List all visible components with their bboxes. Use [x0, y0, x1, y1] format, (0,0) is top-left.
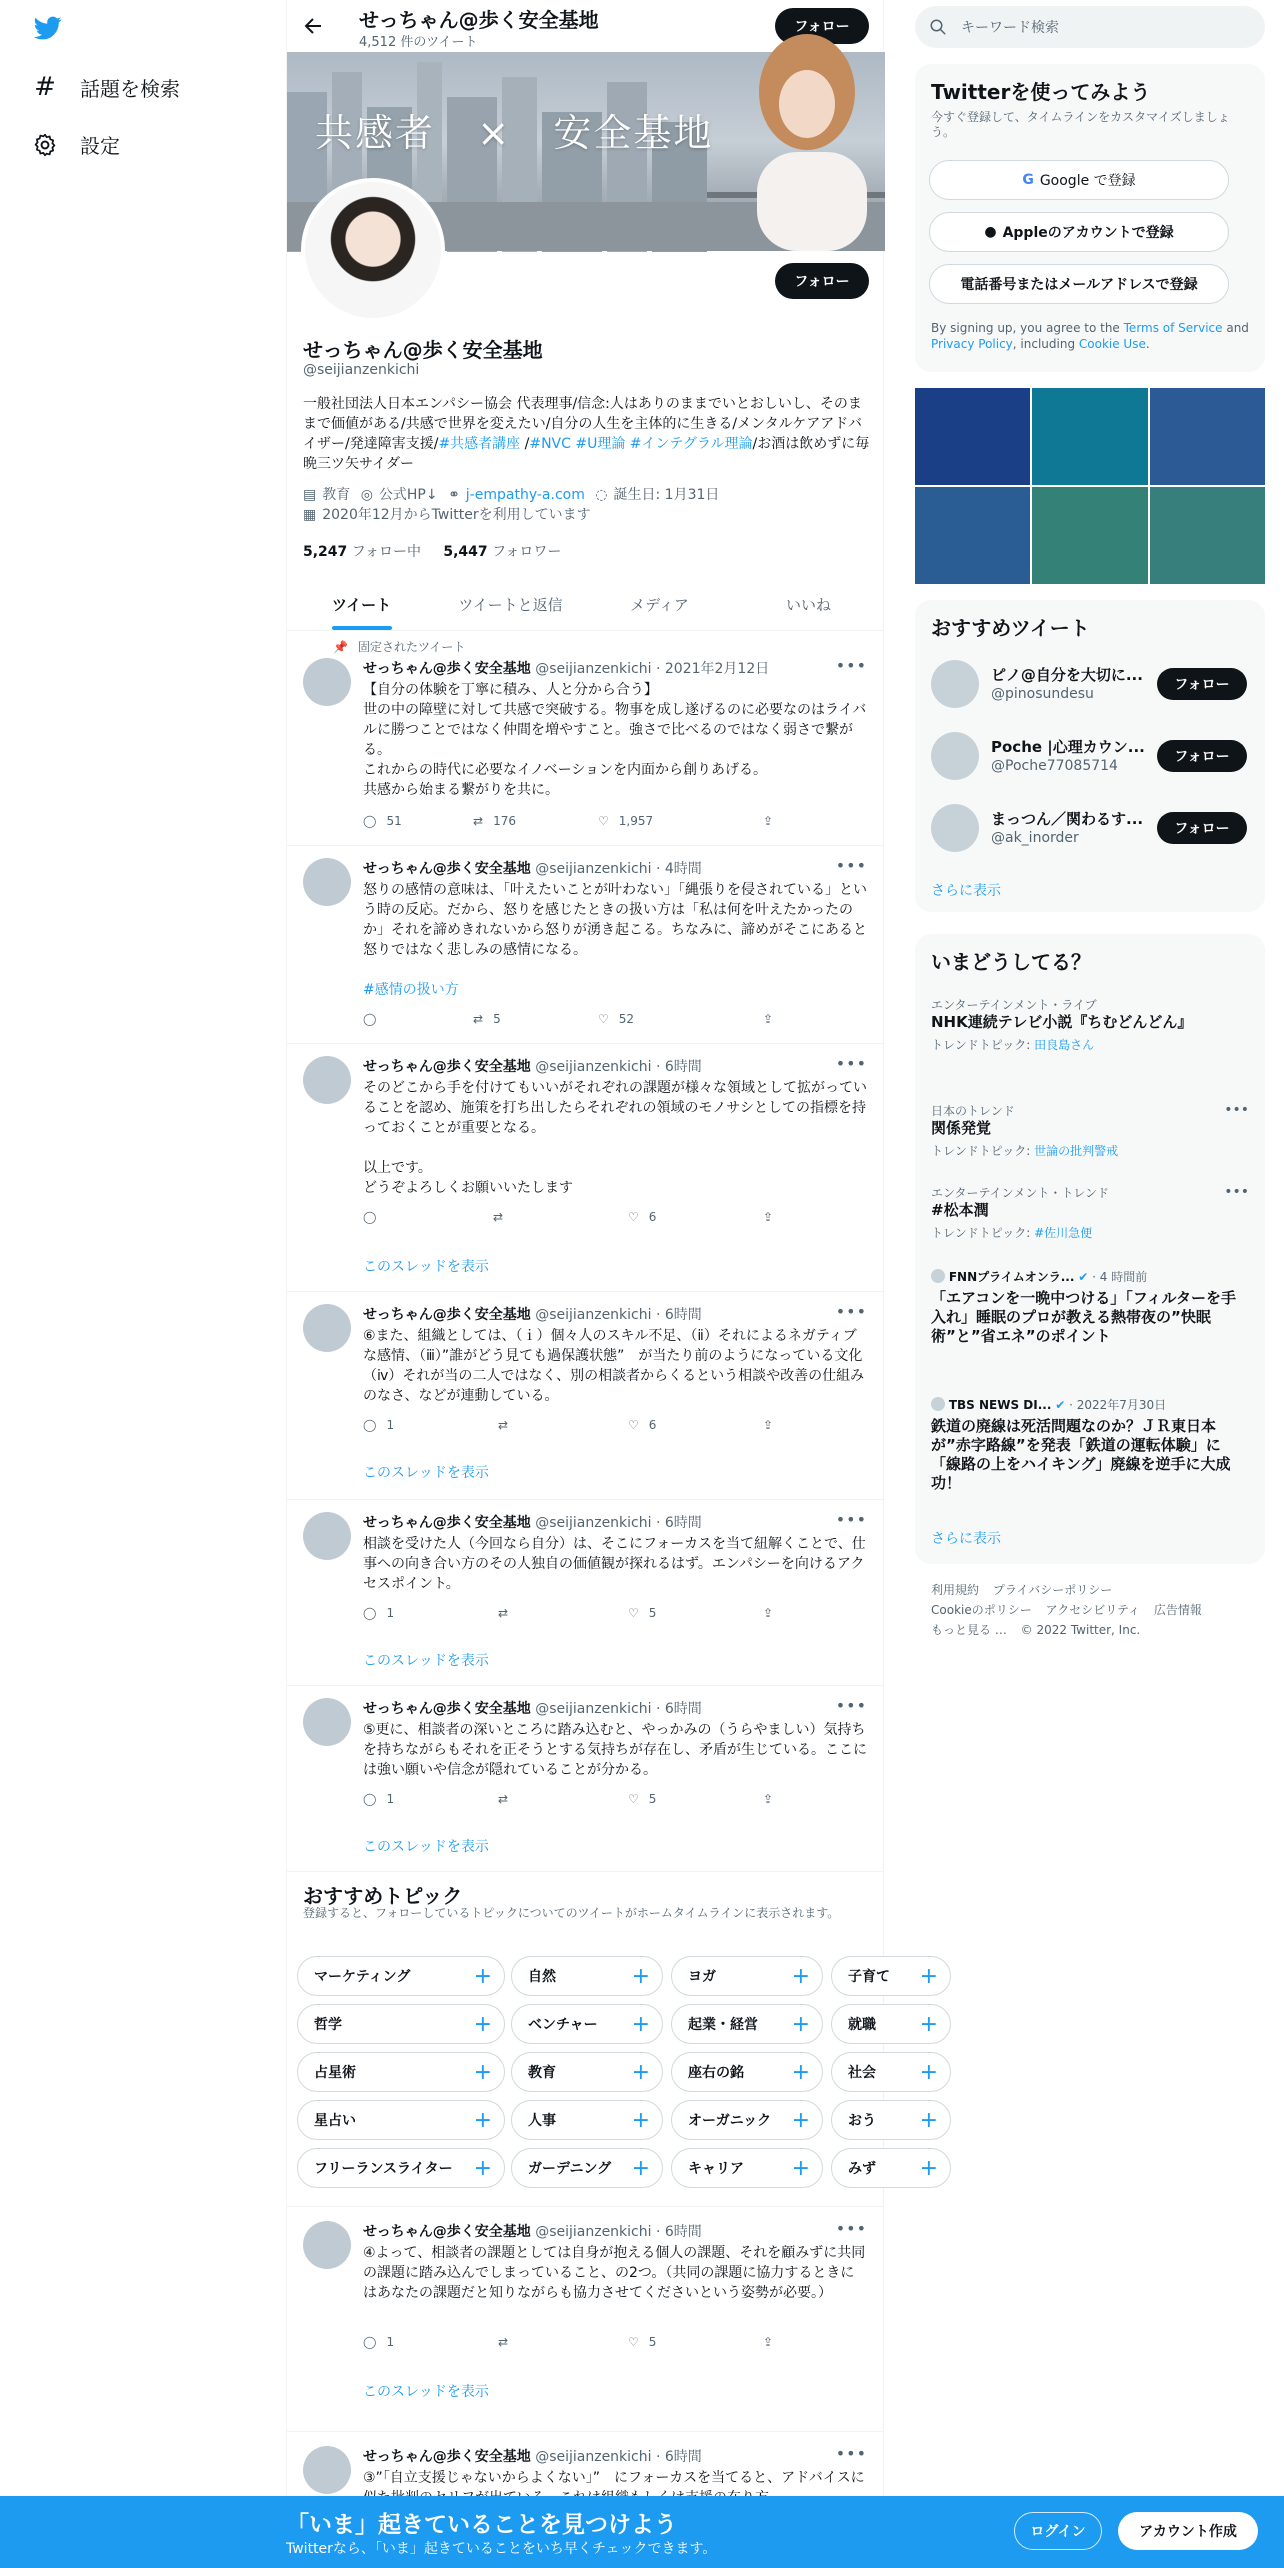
trends-title: いまどうしてる？ [931, 950, 1091, 974]
tweet-text: 【自分の体験を丁寧に積み、人と分から合う】 世の中の障壁に対して共感で突破する。物事を成し遂げるのに必要なのはライバルに勝つことではなく仲間を増やすこと。強さで比べるのではなく弱さで繋がる。 これからの時代に必要なイノベーションを内面から創りあげる。 共感から始まる繋がりを共に。 [363, 682, 867, 798]
footer-link[interactable]: Cookieのポリシー [931, 1603, 1032, 1617]
tweet-text: ⑥また、組織としては、（ｉ）個々人のスキル不足、（ⅱ）それによるネガティブな感情、（ⅲ）”誰がどう見ても過保護状態” が当たり前のようになっている文化（ⅳ）それが当の二人ではなく、別の相談者からくるという相談や改善の仕組みのなさ、などが連動している。 [363, 1328, 865, 1404]
more-icon[interactable]: ••• [835, 1302, 867, 1321]
profile-media-grid [915, 388, 1265, 584]
recommended-user[interactable] [931, 658, 1249, 710]
topic-chip-label: ベンチャー [528, 2017, 598, 2033]
share-button[interactable] [763, 2335, 773, 2349]
profile-category: 教育 [322, 487, 351, 503]
like-button[interactable]: ♡ 52 [598, 1012, 635, 1026]
trend-name: #松本潤 [931, 1201, 989, 1219]
heart-icon: ♡ [628, 1606, 639, 1620]
trend-category: エンターテインメント・ライブ [931, 998, 1097, 1012]
profile-avatar[interactable] [301, 178, 445, 322]
topic-chip-label: みず [848, 2161, 876, 2177]
avatar[interactable] [303, 858, 351, 906]
trend-item[interactable] [931, 1184, 1249, 1241]
topic-chip-label: 自然 [528, 1969, 556, 1985]
search-box[interactable] [915, 6, 1265, 48]
signup-terms: By signing up, you agree to the Terms of Service and Privacy Policy, including Cookie Use. [931, 321, 1249, 351]
tab-tweets-replies[interactable]: ツイートと返信 [458, 595, 563, 614]
reply-button[interactable]: ◯ 1 [363, 1792, 395, 1806]
topic-chip[interactable] [671, 2100, 823, 2140]
topic-chip-label: 社会 [848, 2065, 876, 2081]
reply-button[interactable] [363, 1012, 386, 1026]
signup-title: Twitterを使ってみよう [931, 80, 1151, 104]
share-button[interactable] [763, 1606, 773, 1620]
topic-chip[interactable] [511, 2004, 663, 2044]
retweet-icon: ⇄ [498, 1418, 509, 1432]
tab-tweets[interactable]: ツイート [287, 578, 436, 630]
hashtag-icon: # [34, 72, 56, 102]
tweet-item[interactable] [287, 2206, 883, 2432]
topic-chip[interactable] [297, 2148, 505, 2188]
plus-icon: + [919, 2155, 938, 2181]
tweet-header: せっちゃん@歩く安全基地 @seijianzenkichi · 6時間 [363, 1701, 702, 1717]
avatar[interactable] [303, 2446, 351, 2494]
tweet-actions [363, 1792, 783, 1812]
media-thumbnail[interactable] [1150, 388, 1265, 485]
trends-card [915, 934, 1265, 1564]
pinned-indicator [333, 638, 465, 655]
heart-icon: ♡ [628, 1792, 639, 1806]
privacy-link[interactable]: Privacy Policy [931, 337, 1013, 351]
avatar[interactable] [931, 660, 979, 708]
pinned-label: 固定されたツイート [357, 640, 466, 654]
news-source-avatar [931, 1269, 945, 1283]
avatar[interactable] [303, 1056, 351, 1104]
reply-icon: ◯ [363, 1210, 377, 1224]
profile-url[interactable]: j-empathy-a.com [465, 487, 585, 503]
reply-icon: ◯ [363, 1606, 377, 1620]
share-icon: ⇪ [763, 2335, 774, 2349]
avatar[interactable] [303, 1698, 351, 1746]
news-title: 「エアコンを一晩中つける」「フィルターを手入れ」睡眠のプロが教える熱帯夜の”快眠術”と”省エネ”のポイント [931, 1289, 1236, 1345]
footer-link[interactable]: アクセシビリティ [1045, 1603, 1141, 1617]
google-icon: G [1022, 172, 1034, 188]
topic-chip[interactable] [671, 1956, 823, 1996]
topic-chip-label: 教育 [528, 2065, 556, 2081]
bottom-bar-title: 「いま」起きていることを見つけよう [286, 2512, 677, 2538]
verified-icon: ✔ [1078, 1270, 1089, 1284]
signup-button[interactable]: アカウント作成 [1118, 2512, 1258, 2550]
gear-icon [32, 132, 58, 158]
signup-subtitle: 今すぐ登録して、タイムラインをカスタマイズしましょう。 [931, 110, 1230, 139]
plus-icon: + [473, 2011, 492, 2037]
media-thumbnail[interactable] [1150, 487, 1265, 584]
retweet-icon: ⇄ [498, 2335, 509, 2349]
twitter-logo-icon[interactable] [32, 14, 64, 42]
profile-main-column [286, 0, 938, 2568]
more-icon[interactable]: ••• [835, 1054, 867, 1073]
like-button[interactable]: ♡ 1,957 [598, 814, 654, 828]
profile-follow-button[interactable]: フォロー [775, 263, 869, 299]
plus-icon: + [631, 2059, 650, 2085]
news-item[interactable] [931, 1268, 1249, 1346]
topic-chip-label: ガーデニング [528, 2161, 612, 2177]
show-thread-link[interactable]: このスレッドを表示 [363, 1653, 489, 1669]
avatar[interactable] [931, 732, 979, 780]
topic-chip[interactable] [297, 2052, 505, 2092]
footer-link[interactable]: 利用規約 [931, 1583, 980, 1597]
more-icon[interactable]: ••• [835, 2219, 867, 2238]
plus-icon: + [791, 2011, 810, 2037]
retweet-icon: ⇄ [473, 1012, 484, 1026]
plus-icon: + [791, 2155, 810, 2181]
tweet-hashtag-link[interactable]: #感情の扱い方 [363, 982, 459, 998]
trend-subtitle: トレンドトピック: 世論の批判警戒 [931, 1144, 1119, 1158]
location-pin-icon: ◎ [360, 487, 373, 503]
topic-chip-label: 占星術 [314, 2065, 356, 2081]
topic-chip[interactable] [511, 2100, 663, 2140]
google-signup-button[interactable]: G Google で登録 [929, 160, 1229, 200]
topic-chip-label: おう [848, 2113, 876, 2129]
show-more-link[interactable]: さらに表示 [931, 883, 1001, 899]
topics-subtitle: 登録すると、フォローしているトピックについてのツイートがホームタイムラインに表示されます。 [303, 1906, 840, 1920]
tab-media[interactable]: メディア [630, 595, 689, 614]
tweet-item[interactable] [287, 1292, 883, 1500]
share-icon: ⇪ [763, 1418, 774, 1432]
reply-icon: ◯ [363, 1418, 377, 1432]
tweet-header: せっちゃん@歩く安全基地 @seijianzenkichi · 6時間 [363, 2449, 702, 2465]
plus-icon: + [791, 2107, 810, 2133]
bio-hashtag-link[interactable]: #U理論 [575, 436, 626, 452]
topic-chip[interactable] [511, 1956, 663, 1996]
trends-show-more-link[interactable]: さらに表示 [931, 1531, 1001, 1547]
plus-icon: + [473, 2107, 492, 2133]
user-name: まっつん／関わるす... [991, 810, 1144, 828]
recommended-user[interactable] [931, 730, 1249, 782]
heart-icon: ♡ [628, 1418, 639, 1432]
news-title: 鉄道の廃線は死活問題なのか？ＪＲ東日本が”赤字路線”を発表「鉄道の運転体験」に「線路の上をハイキング」廃線を逆手に大成功！ [931, 1417, 1231, 1492]
retweet-button[interactable]: ⇄ 5 [473, 1012, 501, 1026]
recommended-user[interactable] [931, 802, 1249, 854]
reply-icon: ◯ [363, 1012, 377, 1026]
tweet-header: せっちゃん@歩く安全基地 @seijianzenkichi · 4時間 [363, 861, 702, 877]
tweet-text: ⑤更に、相談者の深いところに踏み込むと、やっかみの（うらやましい）気持ちを持ちながらもそれを正そうとする気持ちが存在し、矛盾が生じている。ここには強い願いや信念が隠れていることが分かる。 [363, 1722, 867, 1778]
topic-chip-label: 子育て [848, 1969, 890, 1985]
signup-card [915, 64, 1265, 372]
share-icon: ⇪ [763, 1210, 774, 1224]
profile-handle: @seijianzenkichi [303, 362, 420, 378]
following-link[interactable]: 5,247 フォロー中 [303, 544, 422, 560]
retweet-icon: ⇄ [498, 1606, 509, 1620]
nav-settings[interactable] [32, 130, 120, 159]
tweet-text: ④よって、相談者の課題としては自身が抱える個人の課題、それを顧みずに共同の課題に踏み込んでしまっていること、の2つ。（共同の課題に協力するときにはあなたの課題だと知りながらも協力させてくださいという姿勢が必要。） [363, 2245, 866, 2301]
plus-icon: + [791, 2059, 810, 2085]
plus-icon: + [631, 1963, 650, 1989]
plus-icon: + [473, 2155, 492, 2181]
media-thumbnail[interactable] [915, 388, 1030, 485]
trend-item[interactable] [931, 996, 1249, 1053]
nav-explore-label: 話題を検索 [80, 76, 180, 101]
reply-icon: ◯ [363, 2335, 377, 2349]
reply-icon: ◯ [363, 1792, 377, 1806]
retweet-button[interactable] [498, 1418, 518, 1432]
trend-subtitle: トレンドトピック: #佐川急便 [931, 1226, 1093, 1240]
tweet-item[interactable] [287, 846, 883, 1044]
more-icon[interactable]: ••• [835, 1696, 867, 1715]
profile-bio: 一般社団法人日本エンパシー協会 代表理事/信念:人はありのままでいとおしいし、そのままで価値がある/共感で世界を変えたい/自分の人生を主体的に生きる/メンタルケアアドバイザー/発達障害支援/#共感者講座 /#NVC #U理論 #インテグラル理論/お酒は飲めずに毎晩三ツ矢サイダー [303, 396, 870, 472]
plus-icon: + [919, 2011, 938, 2037]
header-profile-name: せっちゃん@歩く安全基地 [359, 8, 599, 32]
trend-item[interactable] [931, 1102, 1249, 1159]
reply-button[interactable]: ◯ 1 [363, 2335, 395, 2349]
show-thread-link[interactable]: このスレッドを表示 [363, 2384, 489, 2400]
user-name: Poche |心理カウン... [991, 738, 1145, 756]
trend-category: エンターテインメント・トレンド [931, 1186, 1110, 1200]
tweet-item[interactable] [287, 1686, 883, 1872]
like-button[interactable]: ♡ 5 [628, 1792, 657, 1806]
tweet-actions [363, 1418, 783, 1438]
like-button[interactable]: ♡ 5 [628, 1606, 657, 1620]
avatar[interactable] [931, 804, 979, 852]
recommended-users-card [915, 600, 1265, 912]
bio-hashtag-link[interactable]: #NVC [529, 436, 571, 452]
heart-icon: ♡ [628, 2335, 639, 2349]
more-icon[interactable]: ••• [1224, 1102, 1249, 1118]
nav-explore[interactable] [32, 72, 180, 102]
footer-link[interactable]: もっと見る … [931, 1623, 1007, 1637]
plus-icon: + [631, 2107, 650, 2133]
nav-settings-label: 設定 [80, 134, 120, 158]
topic-chip-label: マーケティング [314, 1969, 411, 1985]
trend-name: NHK連続テレビ小説『ちむどんどん』 [931, 1013, 1193, 1031]
topic-chip-label: 人事 [528, 2113, 556, 2129]
like-button[interactable]: ♡ 6 [628, 1418, 657, 1432]
topic-chip[interactable] [671, 2148, 823, 2188]
retweet-button[interactable] [498, 2335, 518, 2349]
media-thumbnail[interactable] [1032, 487, 1147, 584]
profile-joined: 2020年12月からTwitterを利用しています [322, 507, 591, 523]
retweet-icon: ⇄ [498, 1792, 509, 1806]
more-icon[interactable]: ••• [835, 656, 867, 675]
verified-icon: ✔ [1055, 1398, 1066, 1412]
plus-icon: + [919, 2059, 938, 2085]
more-icon[interactable]: ••• [1224, 1184, 1249, 1200]
trend-category: 日本のトレンド [931, 1104, 1015, 1118]
terms-link[interactable]: Terms of Service [1123, 321, 1223, 335]
show-thread-link[interactable]: このスレッドを表示 [363, 1259, 489, 1275]
share-icon: ⇪ [763, 1792, 774, 1806]
plus-icon: + [631, 2011, 650, 2037]
pin-icon: 📌 [333, 639, 348, 654]
profile-meta [303, 485, 871, 525]
share-icon: ⇪ [763, 1012, 774, 1026]
topic-chip-label: キャリア [688, 2161, 744, 2177]
tweet-item[interactable] [287, 1044, 883, 1292]
plus-icon: + [473, 2059, 492, 2085]
tweet-header: せっちゃん@歩く安全基地 @seijianzenkichi · 6時間 [363, 2224, 702, 2240]
apple-icon: ● [984, 224, 997, 240]
topic-chip-label: 起業・経営 [688, 2017, 758, 2033]
media-thumbnail[interactable] [1032, 388, 1147, 485]
share-icon: ⇪ [763, 814, 774, 828]
news-source: TBS NEWS DI... ✔ · 2022年7月30日 [931, 1396, 1249, 1413]
avatar[interactable] [303, 1512, 351, 1560]
tweet-header: せっちゃん@歩く安全基地 @seijianzenkichi · 6時間 [363, 1515, 702, 1531]
search-input[interactable]: キーワード検索 [961, 20, 1059, 36]
retweet-icon: ⇄ [493, 1210, 504, 1224]
search-icon [929, 18, 947, 36]
share-icon: ⇪ [763, 1606, 774, 1620]
share-button[interactable] [763, 1418, 773, 1432]
share-button[interactable] [763, 1792, 773, 1806]
show-thread-link[interactable]: このスレッドを表示 [363, 1839, 489, 1855]
topic-chip-label: フリーランスライター [314, 2161, 453, 2177]
topic-chip-label: 座右の銘 [688, 2065, 744, 2081]
cookie-link[interactable]: Cookie Use [1078, 337, 1146, 351]
tweet-text: ③”「自立支援じゃないからよくない」” にフォーカスを当てると、アドバイスに [363, 2470, 865, 2486]
user-handle: @ak_inorder [991, 830, 1079, 846]
recommended-title: おすすめツイート [931, 616, 1090, 640]
followers-link[interactable]: 5,447 フォロワー [443, 544, 562, 560]
plus-icon: + [791, 1963, 810, 1989]
show-thread-link[interactable]: このスレッドを表示 [363, 1465, 489, 1481]
reply-button[interactable]: ◯ 1 [363, 1606, 395, 1620]
topics-title: おすすめトピック [303, 1884, 463, 1908]
retweet-button[interactable] [498, 1792, 518, 1806]
tweet-actions [363, 1210, 783, 1230]
topic-chip[interactable] [671, 2004, 823, 2044]
topic-chip-label: 星占い [314, 2113, 356, 2129]
more-icon[interactable]: ••• [835, 2444, 867, 2463]
avatar[interactable] [303, 2221, 351, 2269]
header-follow-button[interactable]: フォロー [775, 8, 869, 44]
retweet-button[interactable]: ⇄ 176 [473, 814, 516, 828]
share-button[interactable] [763, 1210, 773, 1224]
banner-caption: 共感者 × 安全基地 [315, 111, 714, 155]
footer-link[interactable]: 広告情報 [1153, 1603, 1202, 1617]
heart-icon: ♡ [598, 1012, 609, 1026]
topic-chip-label: 就職 [848, 2017, 876, 2033]
trend-name: 関係発覚 [931, 1119, 992, 1137]
reply-button[interactable] [363, 1210, 386, 1224]
profile-tabs [287, 578, 883, 631]
footer-links [931, 1580, 1249, 1640]
plus-icon: + [473, 1963, 492, 1989]
topic-chip-label: 哲学 [314, 2017, 342, 2033]
tab-likes[interactable]: いいね [785, 595, 831, 614]
news-source-avatar [931, 1397, 945, 1411]
tweet-header: せっちゃん@歩く安全基地 @seijianzenkichi · 2021年2月12日 [363, 661, 770, 677]
reply-button[interactable]: ◯ 1 [363, 1418, 395, 1432]
tweet-actions [363, 2335, 783, 2355]
heart-icon: ♡ [628, 1210, 639, 1224]
user-handle: @Poche77085714 [991, 758, 1118, 774]
tweet-actions [363, 1606, 783, 1626]
profile-name: せっちゃん@歩く安全基地 [303, 338, 543, 362]
footer-link[interactable]: プライバシーポリシー [992, 1583, 1113, 1597]
topic-chip[interactable] [297, 2100, 505, 2140]
like-button[interactable]: ♡ 5 [628, 2335, 657, 2349]
follow-button[interactable]: フォロー [1157, 812, 1247, 844]
right-sidebar [915, 0, 1265, 2568]
tweet-text: そのどこから手を付けてもいいがそれぞれの課題が様々な領域として拡がっていることを認め、施策を打ち出したらそれぞれの領域のモノサシとしての指標を持っておくことが重要となる。 以上です。 どうぞよろしくお願いいたします [363, 1080, 867, 1196]
profile-location: 公式HP↓ [378, 487, 438, 503]
tweet-actions [363, 1012, 783, 1032]
topic-chip[interactable] [511, 2052, 663, 2092]
signup-bottom-bar [0, 2496, 1284, 2568]
tweet-text: 怒りの感情の意味は、「叶えたいことが叶わない」「縄張りを侵されている」という時の反応。だから、怒りを感じたときの扱い方は「私は何を叶えたかったのか」それを諦めきれないから怒りが湧き起こる。ちなみに、諦めがそこにあると怒りではなく悲しみの感情になる。 [363, 882, 867, 958]
avatar[interactable] [303, 1304, 351, 1352]
tweet-text: 相談を受けた人（今回なら自分）は、そこにフォーカスを当て紐解くことで、仕事への向き合い方のその人独自の価値観が探れるはず。エンパシーを向けるアクセスポイント。 [363, 1536, 866, 1592]
share-button[interactable] [763, 814, 773, 828]
trend-subtitle: トレンドトピック: 田良島さん [931, 1038, 1095, 1052]
heart-icon: ♡ [598, 814, 609, 828]
tweet-actions [363, 814, 783, 834]
follow-button[interactable]: フォロー [1157, 668, 1247, 700]
media-thumbnail[interactable] [915, 487, 1030, 584]
topic-chip[interactable] [297, 1956, 505, 1996]
briefcase-icon: ▤ [303, 487, 317, 503]
like-button[interactable]: ♡ 6 [628, 1210, 657, 1224]
more-icon[interactable]: ••• [835, 856, 867, 875]
follow-button[interactable]: フォロー [1157, 740, 1247, 772]
avatar[interactable] [303, 658, 351, 706]
plus-icon: + [631, 2155, 650, 2181]
calendar-icon: ▦ [303, 507, 317, 523]
tweet-header: せっちゃん@歩く安全基地 @seijianzenkichi · 6時間 [363, 1307, 702, 1323]
user-name: ピノ@自分を大切に... [991, 666, 1143, 684]
bottom-bar-subtitle: Twitterなら、「いま」起きていることをいち早くチェックできます。 [286, 2541, 717, 2557]
header-tweet-count: 4,512 件のツイート [359, 35, 478, 50]
topic-chip[interactable] [671, 2052, 823, 2092]
news-source: FNNプライムオンラ... ✔ · 4 時間前 [931, 1268, 1249, 1285]
back-arrow-icon[interactable] [301, 14, 325, 38]
user-handle: @pinosundesu [991, 686, 1094, 702]
reply-button[interactable]: ◯ 51 [363, 814, 402, 828]
tweet-item[interactable] [287, 632, 883, 846]
left-navigation [0, 0, 286, 2568]
more-icon[interactable]: ••• [835, 1510, 867, 1529]
phone-email-signup-button[interactable]: 電話番号またはメールアドレスで登録 [929, 264, 1229, 304]
reply-icon: ◯ [363, 814, 377, 828]
topic-chip-label: ヨガ [688, 1969, 716, 1985]
bio-hashtag-link[interactable]: #インテグラル理論 [629, 436, 753, 452]
topic-chip[interactable] [511, 2148, 663, 2188]
topic-chip-label: オーガニック [688, 2113, 772, 2129]
plus-icon: + [919, 1963, 938, 1989]
retweet-icon: ⇄ [473, 814, 484, 828]
retweet-button[interactable] [498, 1606, 518, 1620]
link-icon: ⚭ [448, 487, 460, 503]
topic-chip[interactable] [297, 2004, 505, 2044]
retweet-button[interactable] [493, 1210, 513, 1224]
share-button[interactable] [763, 1012, 773, 1026]
bio-hashtag-link[interactable]: #共感者講座 [438, 436, 521, 452]
news-item[interactable] [931, 1396, 1249, 1493]
balloon-icon: ◌ [595, 487, 608, 503]
tweet-header: せっちゃん@歩く安全基地 @seijianzenkichi · 6時間 [363, 1059, 702, 1075]
copyright: © 2022 Twitter, Inc. [1020, 1623, 1141, 1637]
follow-stats [303, 541, 561, 561]
apple-signup-button[interactable]: ● Appleのアカウントで登録 [929, 212, 1229, 252]
tweet-item[interactable] [287, 1500, 883, 1686]
plus-icon: + [919, 2107, 938, 2133]
login-button[interactable]: ログイン [1014, 2512, 1102, 2550]
profile-birthday: 誕生日: 1月31日 [613, 487, 720, 503]
